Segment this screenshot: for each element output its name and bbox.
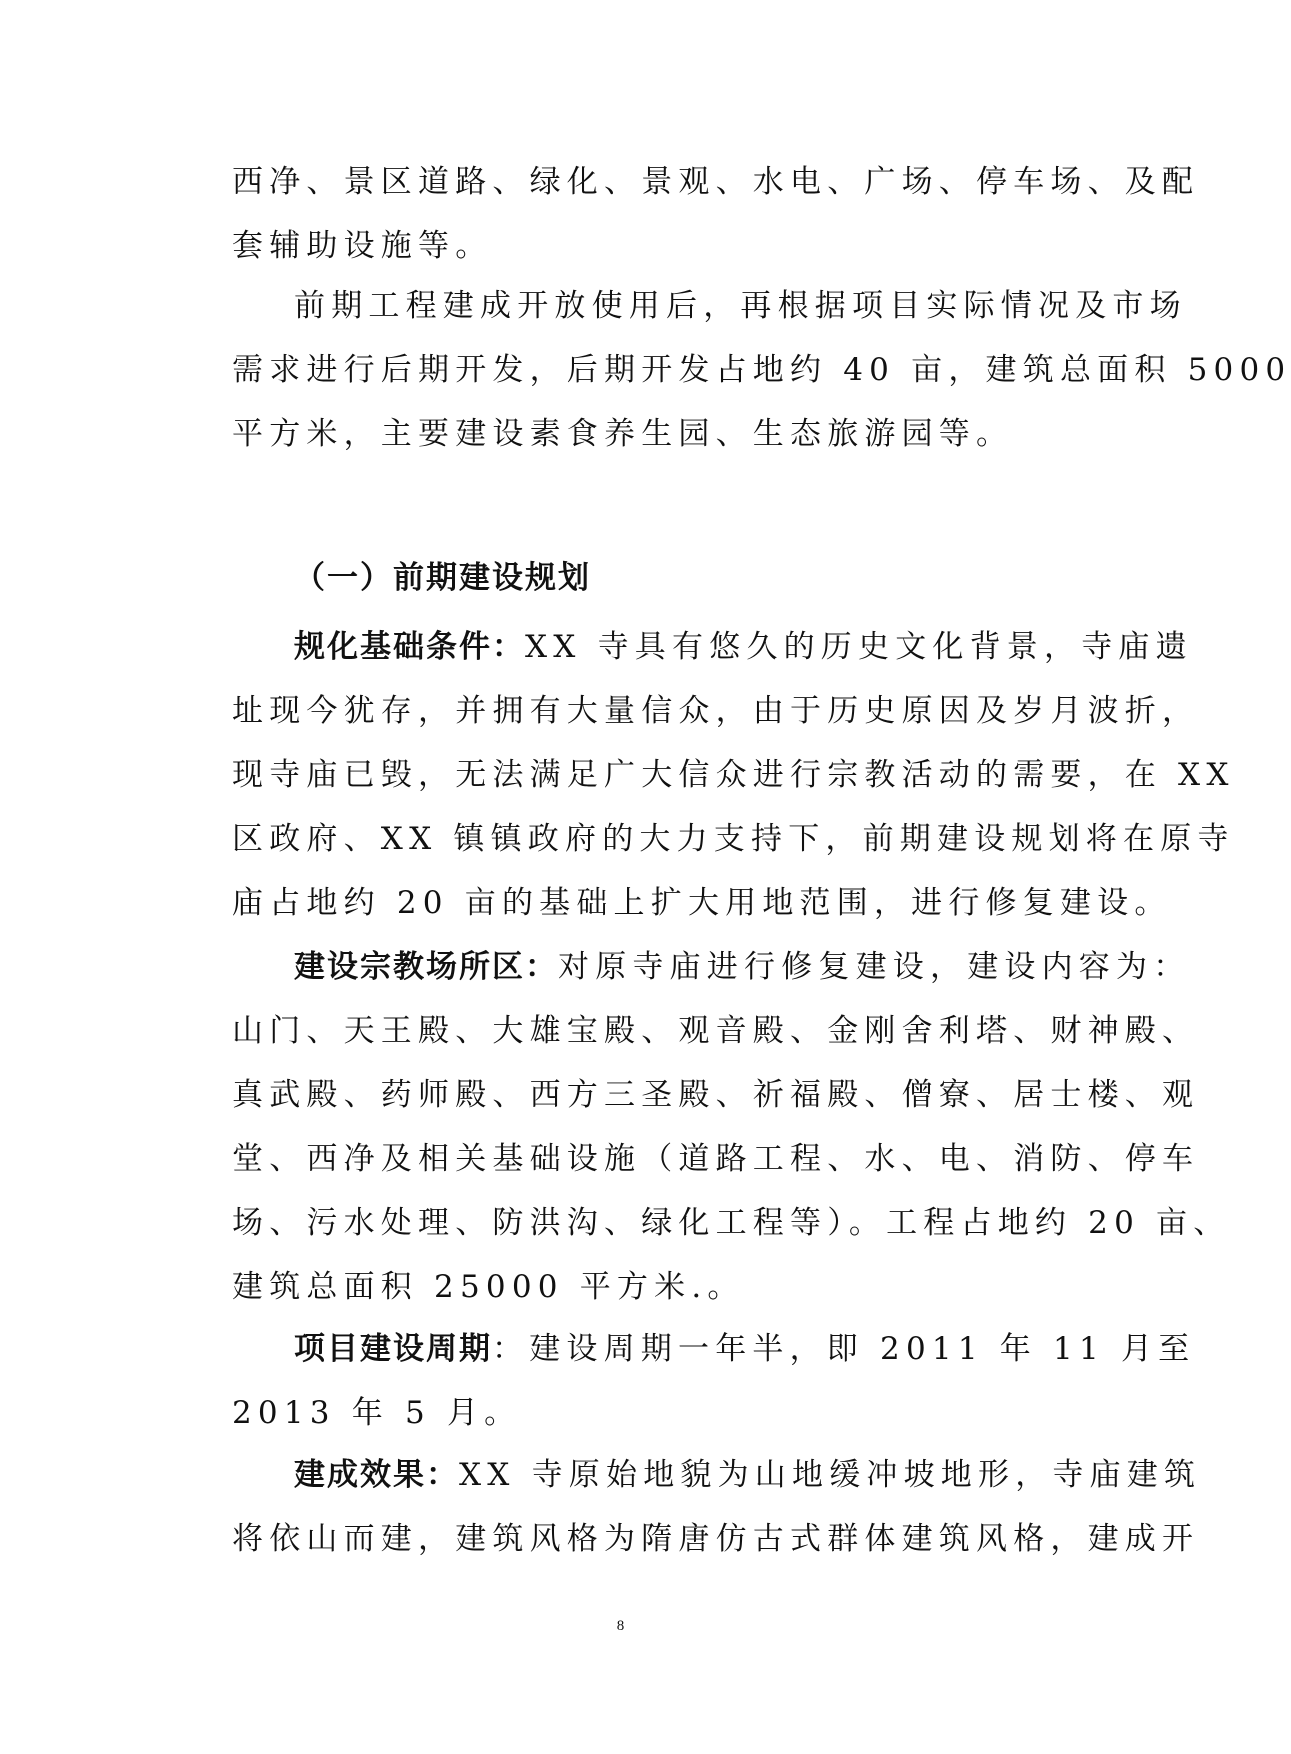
text-line [232,1317,1196,1381]
paragraph-religious-site [232,935,1231,1319]
paragraph-basic-conditions [232,615,1235,935]
text-span: XX 寺原始地貌为山地缓冲坡地形，寺庙建筑 [459,1457,1202,1493]
text-line [232,935,1191,999]
text-line: 平方米，主要建设素食养生园、生态旅游园等。 [232,416,1014,452]
paragraph-construction-period [232,1317,1196,1445]
text-line: 西净、景区道路、绿化、景观、水电、广场、停车场、及配 [232,164,1200,200]
text-line: 套辅助设施等。 [232,228,493,264]
text-line: 现寺庙已毁，无法满足广大信众进行宗教活动的需要，在 XX [232,757,1235,793]
text-line: 2013 年 5 月。 [232,1395,522,1431]
paragraph-label: 建设宗教场所区： [294,949,558,985]
text-line: 场、污水处理、防洪沟、绿化工程等）。工程占地约 20 亩、 [232,1205,1231,1241]
text-line: 山门、天王殿、大雄宝殿、观音殿、金刚舍利塔、财神殿、 [232,1013,1200,1049]
paragraph-label: 规化基础条件： [294,629,525,665]
text-line: 址现今犹存，并拥有大量信众，由于历史原因及岁月波折， [232,693,1200,729]
text-line: 庙占地约 20 亩的基础上扩大用地范围，进行修复建设。 [232,885,1172,921]
text-span: XX 寺具有悠久的历史文化背景，寺庙遗 [525,629,1193,665]
paragraph-label: 项目建设周期 [294,1331,492,1367]
paragraph-completion-effect [232,1443,1202,1571]
text-line: 需求进行后期开发，后期开发占地约 40 亩，建筑总面积 5000 [232,352,1291,388]
paragraph-label: 建成效果： [294,1457,459,1493]
page-number: 8 [616,1618,625,1634]
paragraph-later-development [232,274,1291,466]
text-span: 对原寺庙进行修复建设，建设内容为： [558,949,1191,985]
section-heading: （一）前期建设规划 [294,560,591,596]
text-line: 将依山而建，建筑风格为隋唐仿古式群体建筑风格，建成开 [232,1521,1200,1557]
text-line: 真武殿、药师殿、西方三圣殿、祈福殿、僧寮、居士楼、观 [232,1077,1200,1113]
text-span: ：建设周期一年半，即 2011 年 11 月至 [492,1331,1196,1367]
text-line: 建筑总面积 25000 平方米.。 [232,1269,745,1305]
text-line: 前期工程建成开放使用后，再根据项目实际情况及市场 [294,288,1187,324]
paragraph-continued [232,150,1200,278]
text-line [232,615,1193,679]
text-line: 区政府、XX 镇镇政府的大力支持下，前期建设规划将在原寺 [232,821,1235,857]
text-line: 堂、西净及相关基础设施（道路工程、水、电、消防、停车 [232,1141,1200,1177]
text-line [232,1443,1202,1507]
